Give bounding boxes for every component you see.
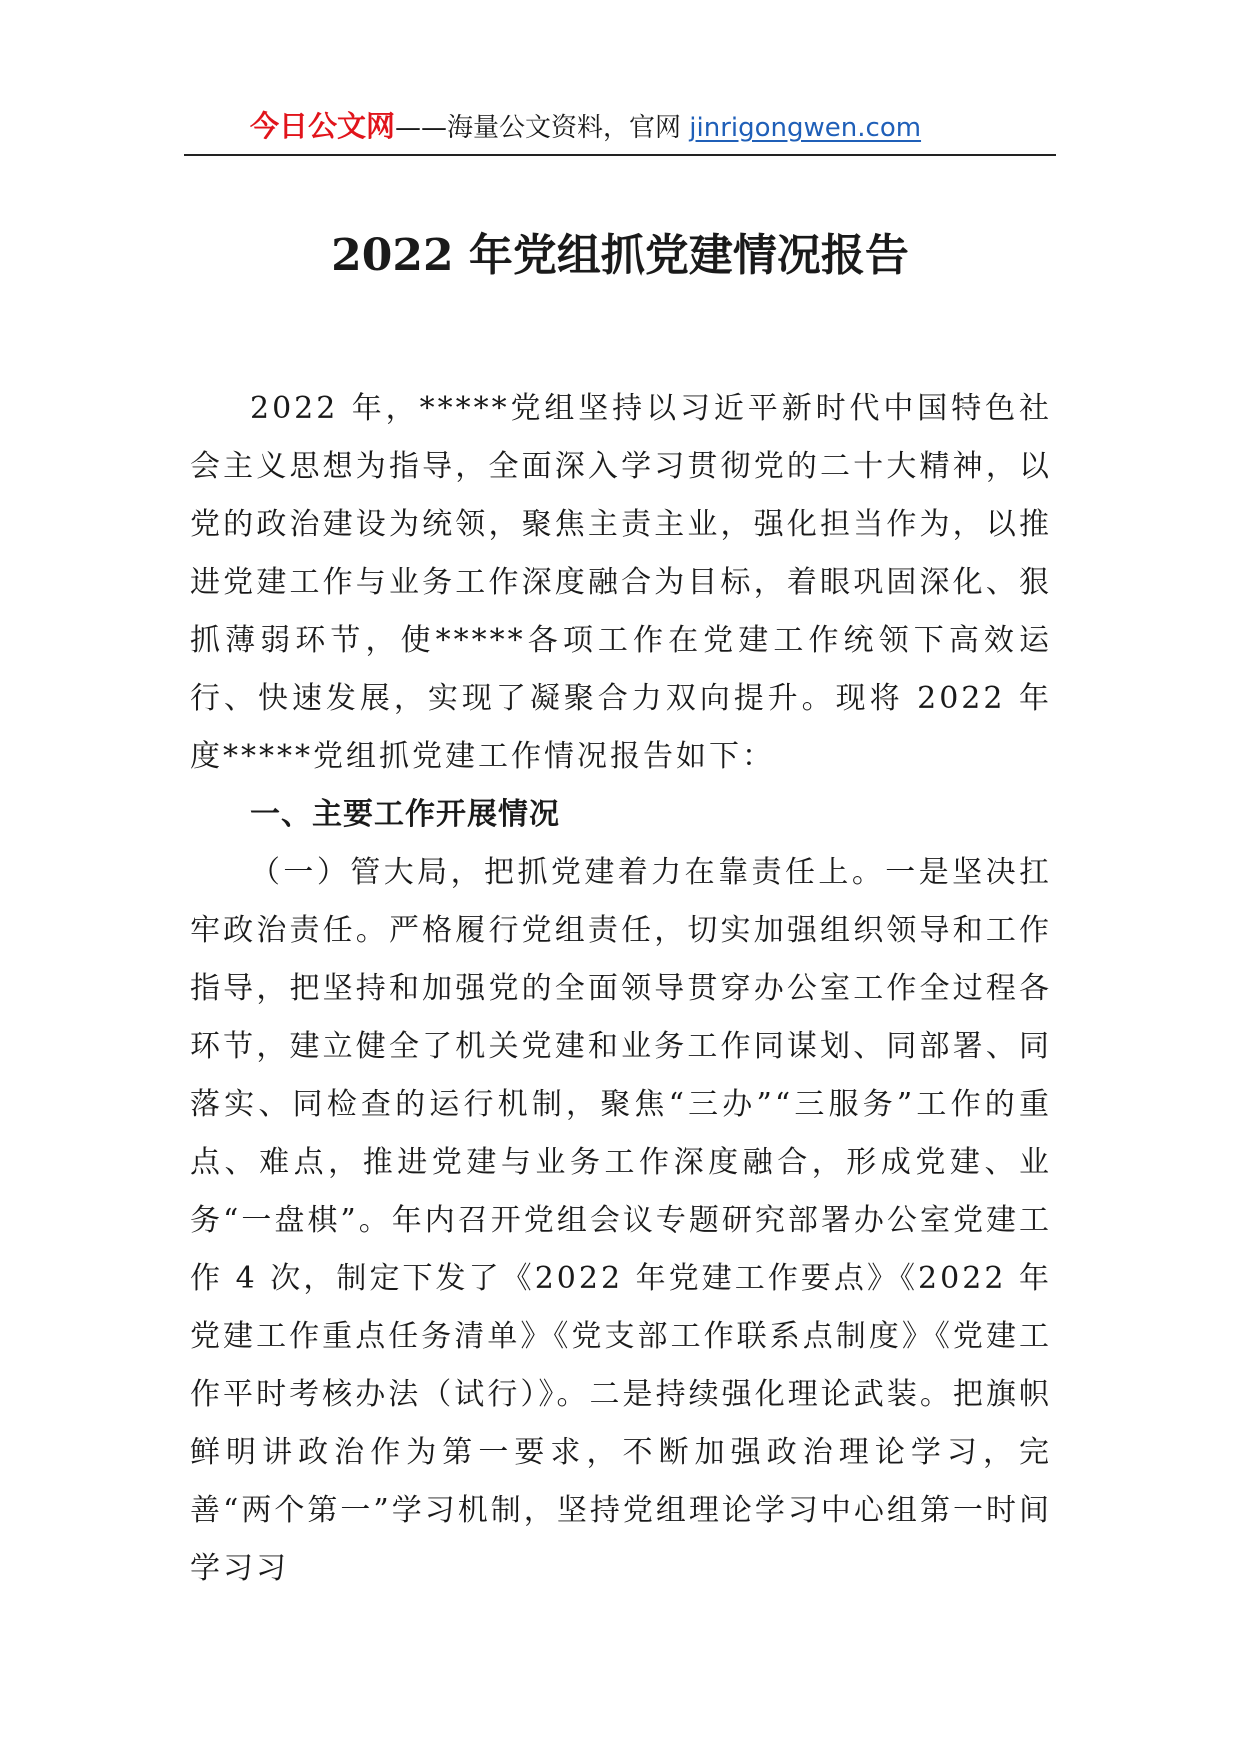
brand-name[interactable]: 今日公文网 [250, 109, 396, 143]
intro-paragraph: 2022 年，*****党组坚持以习近平新时代中国特色社会主义思想为指导，全面深入学习贯彻党的二十大精神，以党的政治建设为统领，聚焦主责主业，强化担当作为，以推进党建工作与业务工作深度融合为目标，着眼巩固深化、狠抓薄弱环节，使*****各项工作在党建工作统领下高效运行、快速发展，实现了凝聚合力双向提升。现将 2022 年度*****党组抓党建工作情况报告如下： [190, 391, 1052, 774]
body-paragraph: （一）管大局，把抓党建着力在靠责任上。一是坚决扛牢政治责任。严格履行党组责任，切实加强组织领导和工作指导，把坚持和加强党的全面领导贯穿办公室工作全过程各环节，建立健全了机关党建和业务工作同谋划、同部署、同落实、同检查的运行机制，聚焦“三办”“三服务”工作的重点、难点，推进党建与业务工作深度融合，形成党建、业务“一盘棋”。年内召开党组会议专题研究部署办公室党建工作 4 次，制定下发了《2022 年党建工作要点》《2022 年党建工作重点任务清单》《党支部工作联系点制度》《党建工作平时考核办法（试行）》。二是持续强化理论武装。把旗帜鲜明讲政治作为第一要求，不断加强政治理论学习，完善“两个第一”学习机制，坚持党组理论学习中心组第一时间学习习 [190, 855, 1052, 1586]
page-header [184, 106, 1056, 156]
header-line [250, 106, 921, 148]
document-body [190, 380, 1052, 1598]
section-heading: 一、主要工作开展情况 [250, 797, 560, 832]
website-link[interactable]: jinrigongwen.com [689, 113, 922, 143]
document-title: 2022 年党组抓党建情况报告 [331, 230, 909, 281]
header-tagline: ——海量公文资料，官网 [395, 113, 690, 143]
